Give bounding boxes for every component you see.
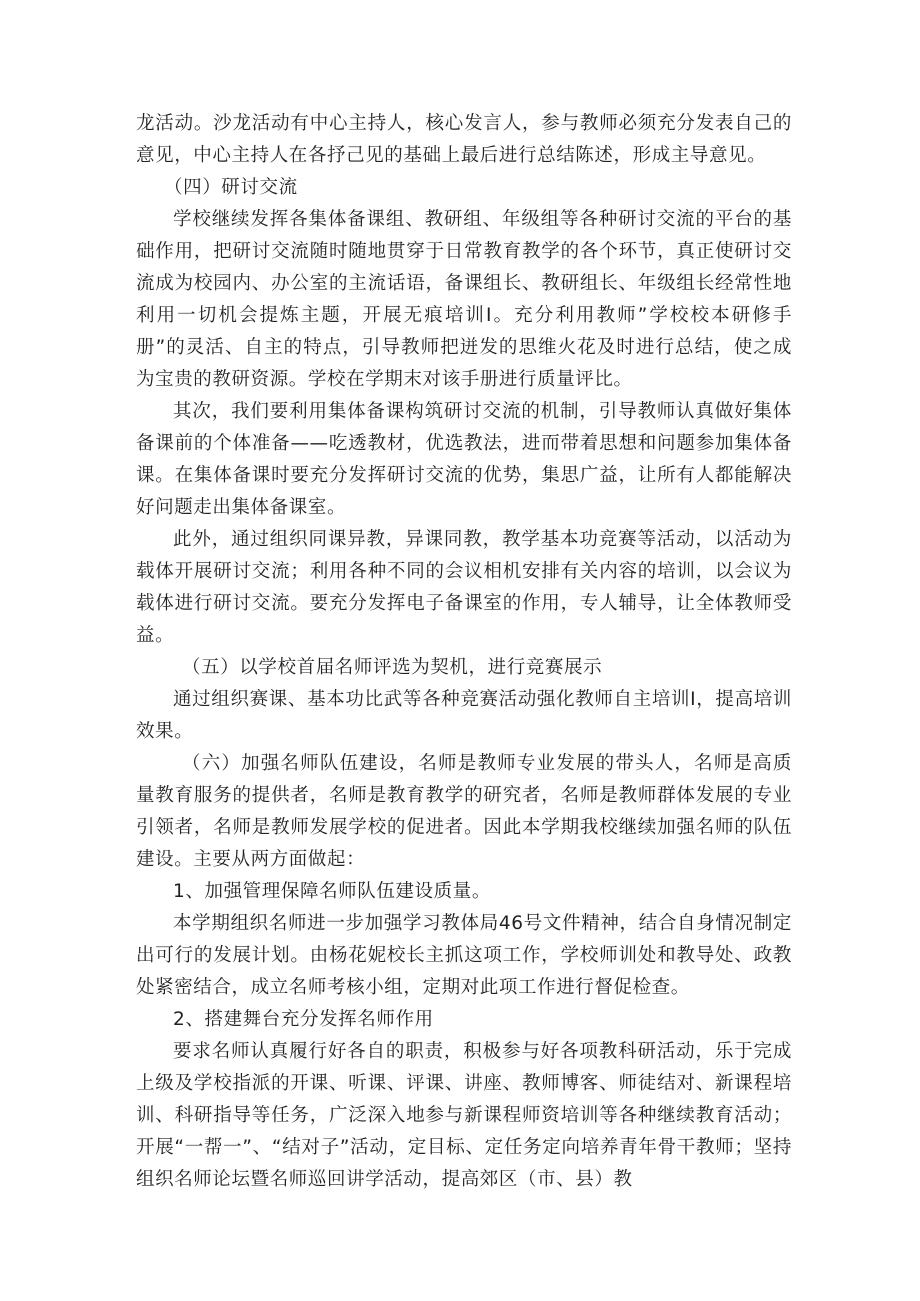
section-heading-4: （四）研讨交流 (164, 177, 298, 198)
paragraph-discussion-platform: 学校继续发挥各集体备课组、教研组、年级组等各种研讨交流的平台的基础作用，把研讨交流随时随地贯穿于日常教育教学的各个环节，真正使研讨交流成为校园内、办公室的主流话语，备课组长、教研组长、年级组长经常性地利用一切机会提炼主题，开展无痕培训I。充分利用教师”学校校本研修手册”的灵活、自主的特点，引导教师把迸发的思维火花及时进行总结，使之成为宝贵的教研资源。学校在学期末对该手册进行质量评比。 (136, 209, 792, 390)
subheading-1: 1、加强管理保障名师队伍建设质量。 (173, 881, 491, 902)
section-heading-5: （五）以学校首届名师评选为契机，进行竞赛展示 (182, 657, 603, 678)
paragraph-famous-teacher-role: 要求名师认真履行好各自的职责，积极参与好各项教科研活动，乐于完成上级及学校指派的开课、听课、评课、讲座、教师博客、师徒结对、新课程培训、科研指导等任务，广泛深入地参与新课程师资培训等各种继续教育活动；开展“一帮一”、“结对子”活动，定目标、定任务定向培养青年骨干教师；坚持组织名师论坛暨名师巡回讲学活动，提高郊区（市、县）教 (136, 1041, 792, 1190)
subheading-2: 2、搭建舞台充分发挥名师作用 (173, 1009, 434, 1030)
section-heading-6: （六）加强名师队伍建设，名师是教师专业发展的带头人，名师是高质量教育服务的提供者，名师是教育教学的研究者，名师是教师群体发展的专业引领者，名师是教师发展学校的促进者。因此本学期我校继续加强名师的队伍建设。主要从两方面做起： (136, 753, 792, 870)
paragraph-activities: 此外，通过组织同课异教，异课同教，教学基本功竞赛等活动，以活动为载体开展研讨交流；利用各种不同的会议相机安排有关内容的培训，以会议为载体进行研讨交流。要充分发挥电子备课室的作用，专人辅导，让全体教师受益。 (136, 529, 792, 646)
paragraph-salon-continuation: 龙活动。沙龙活动有中心主持人，核心发言人，参与教师必须充分发表自己的意见，中心主持人在各抒己见的基础上最后进行总结陈述，形成主导意见。 (136, 113, 792, 166)
paragraph-competitions: 通过组织赛课、基本功比武等各种竞赛活动强化教师自主培训I，提高培训效果。 (136, 689, 792, 742)
paragraph-management: 本学期组织名师进一步加强学习教体局46号文件精神，结合自身情况制定出可行的发展计划。由杨花妮校长主抓这项工作，学校师训处和教导处、政教处紧密结合，成立名师考核小组，定期对此项工作进行督促检查。 (136, 913, 792, 998)
paragraph-collective-lesson-prep: 其次，我们要利用集体备课构筑研讨交流的机制，引导教师认真做好集体备课前的个体准备——吃透教材，优选教法，进而带着思想和问题参加集体备课。在集体备课时要充分发挥研讨交流的优势，集思广益，让所有人都能解决好问题走出集体备课室。 (136, 401, 792, 518)
document-body (136, 108, 792, 1196)
